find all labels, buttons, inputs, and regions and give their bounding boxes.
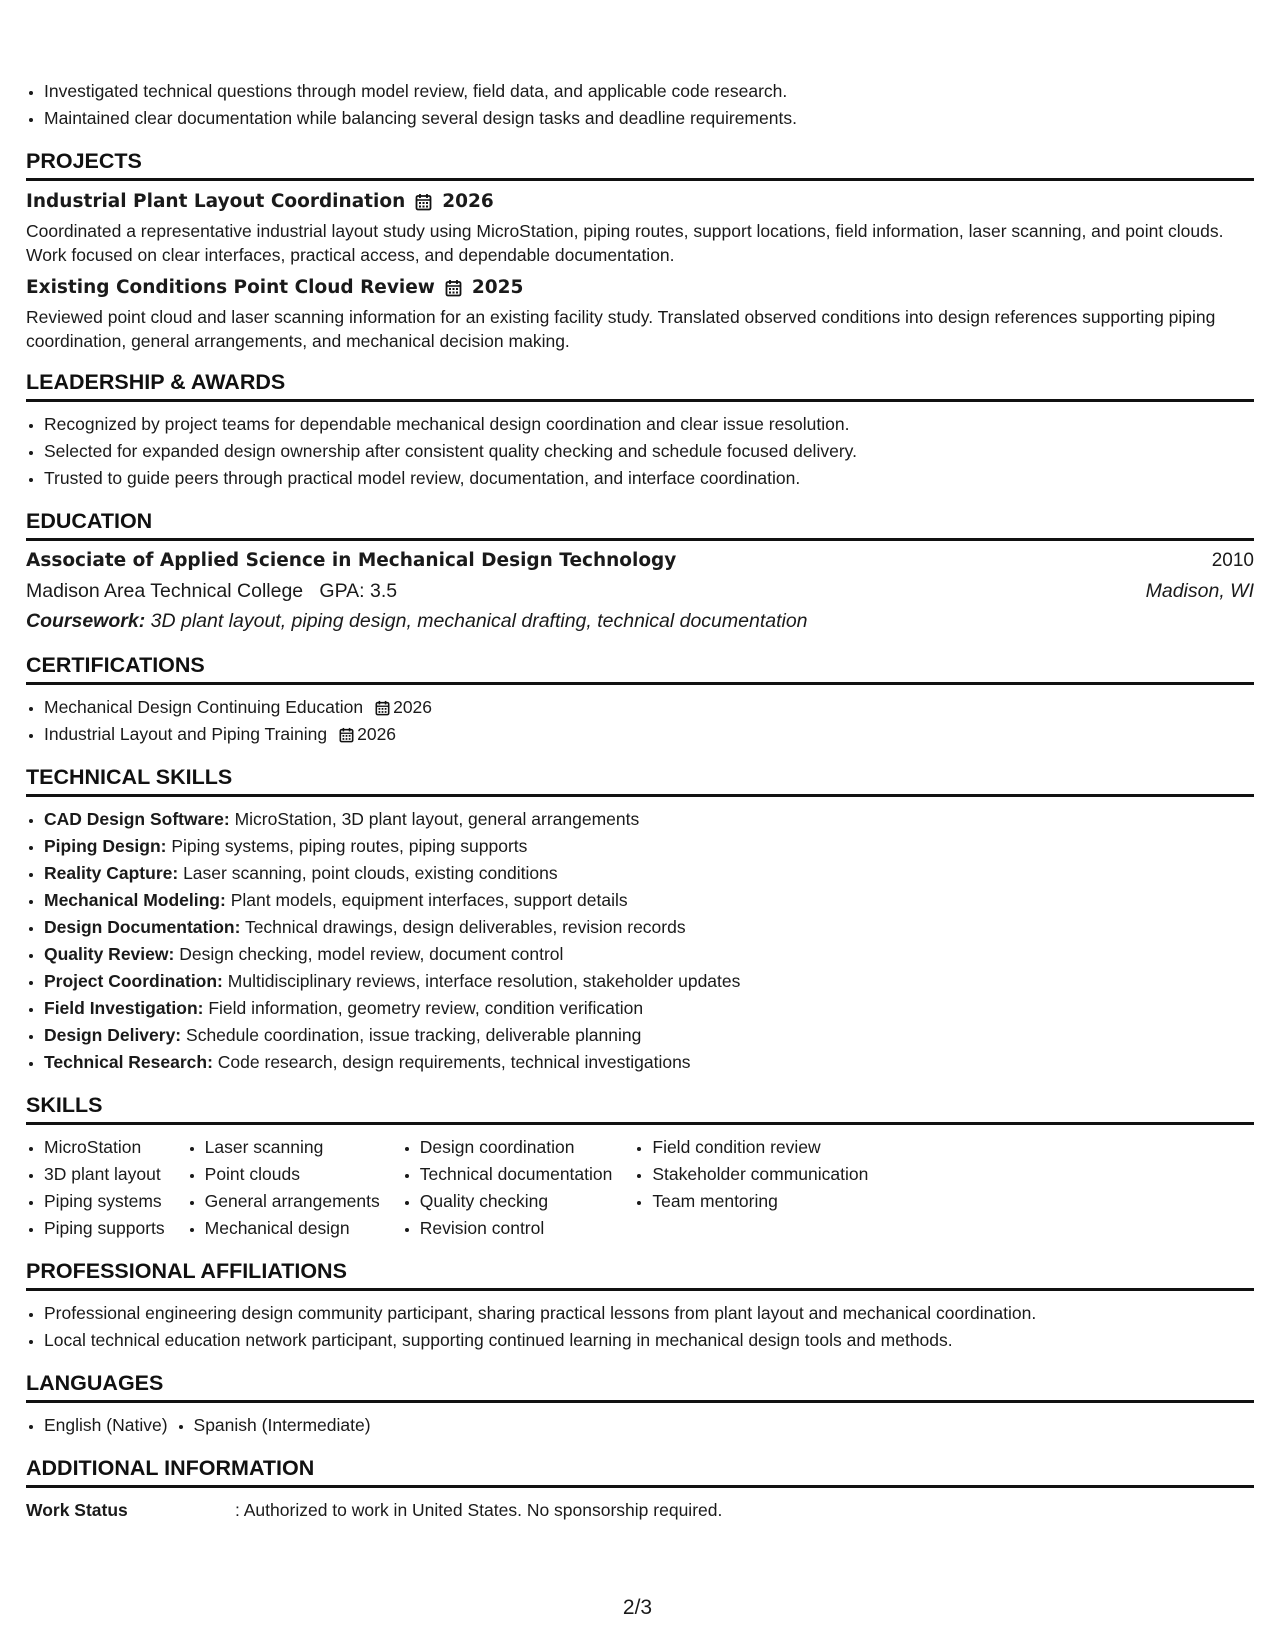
- project-item: [26, 275, 1254, 353]
- project-name: Existing Conditions Point Cloud Review: [26, 277, 435, 298]
- coursework: 3D plant layout, piping design, mechanical drafting, technical documentation: [150, 610, 808, 632]
- leadership-list: [26, 411, 1254, 492]
- resume-page: [26, 78, 1254, 1524]
- list-item: [44, 806, 1254, 833]
- list-item: [44, 860, 1254, 887]
- affiliations-list: [26, 1300, 1254, 1354]
- skill-category: CAD Design Software:: [44, 809, 230, 829]
- skill-detail: Schedule coordination, issue tracking, deliverable planning: [186, 1025, 642, 1045]
- section-title: LANGUAGES: [26, 1370, 1254, 1403]
- list-item: • Investigated technical questions through model review, field data, and applicable code research.: [44, 78, 1254, 105]
- list-item: • Spanish (Intermediate): [194, 1412, 371, 1439]
- section-title: PROFESSIONAL AFFILIATIONS: [26, 1258, 1254, 1291]
- languages-section: [26, 1370, 1254, 1439]
- list-item: • Stakeholder communication: [652, 1161, 868, 1188]
- skill-detail: Plant models, equipment interfaces, support details: [230, 890, 628, 910]
- section-title: EDUCATION: [26, 508, 1254, 541]
- experience-bullets: [26, 78, 1254, 132]
- work-status-row: [26, 1497, 1254, 1524]
- technical-skills-section: [26, 764, 1254, 1076]
- languages-list: [26, 1412, 1254, 1439]
- project-description: Reviewed point cloud and laser scanning information for an existing facility study. Translated observed conditions into design references supporting piping coordination, general arrangements, and mechanical decision making.: [26, 307, 1216, 351]
- skill-detail: Code research, design requirements, technical investigations: [217, 1052, 691, 1072]
- skill-detail: MicroStation, 3D plant layout, general arrangements: [234, 809, 640, 829]
- calendar-icon: [339, 727, 354, 743]
- skills-column: [634, 1134, 868, 1242]
- page-number: 2/3: [622, 1596, 653, 1619]
- skills-column: [26, 1134, 165, 1242]
- section-title: SKILLS: [26, 1092, 1254, 1125]
- leadership-section: [26, 369, 1254, 492]
- technical-skills-list: [26, 806, 1254, 1076]
- calendar-icon: [375, 700, 390, 716]
- list-item: [44, 1049, 1254, 1076]
- list-item: [44, 941, 1254, 968]
- calendar-icon: [415, 193, 432, 211]
- list-item: • Trusted to guide peers through practical model review, documentation, and interface coordination.: [44, 465, 1254, 492]
- list-item: • MicroStation: [44, 1134, 165, 1161]
- skill-category: Piping Design:: [44, 836, 167, 856]
- list-item: [44, 914, 1254, 941]
- list-item: [44, 1022, 1254, 1049]
- list-item: • Point clouds: [205, 1161, 380, 1188]
- list-item: • Local technical education network participant, supporting continued learning in mechanical design tools and methods.: [44, 1327, 1254, 1354]
- certification-name: • Mechanical Design Continuing Education: [44, 697, 364, 717]
- school-name: Madison Area Technical College: [26, 580, 304, 602]
- project-year: 2025: [471, 277, 524, 298]
- certification-year: 2026: [393, 697, 433, 717]
- list-item: [44, 694, 1254, 721]
- section-title: PROJECTS: [26, 148, 1254, 181]
- list-item: • Field condition review: [652, 1134, 868, 1161]
- list-item: • 3D plant layout: [44, 1161, 165, 1188]
- list-item: • Technical documentation: [420, 1161, 613, 1188]
- graduation-year: 2010: [1211, 550, 1254, 571]
- certifications-list: [26, 694, 1254, 748]
- project-item: [26, 189, 1254, 267]
- coursework-label: Coursework:: [26, 610, 146, 632]
- skill-detail: Multidisciplinary reviews, interface resolution, stakeholder updates: [227, 971, 741, 991]
- skills-column: [187, 1134, 380, 1242]
- skill-category: Field Investigation:: [44, 998, 204, 1018]
- list-item: • Professional engineering design community participant, sharing practical lessons from plant layout and mechanical coordination.: [44, 1300, 1254, 1327]
- projects-section: [26, 148, 1254, 353]
- project-name: Industrial Plant Layout Coordination: [26, 191, 406, 212]
- certifications-section: [26, 652, 1254, 748]
- list-item: • Design coordination: [420, 1134, 613, 1161]
- skill-category: Design Documentation:: [44, 917, 241, 937]
- skill-category: Project Coordination:: [44, 971, 223, 991]
- skill-category: Technical Research:: [44, 1052, 213, 1072]
- skill-detail: Field information, geometry review, condition verification: [208, 998, 644, 1018]
- affiliations-section: [26, 1258, 1254, 1354]
- certification-name: • Industrial Layout and Piping Training: [44, 724, 328, 744]
- list-item: • Laser scanning: [205, 1134, 380, 1161]
- work-status-label: Work Status: [26, 1500, 128, 1520]
- project-year: 2026: [442, 191, 494, 212]
- skill-category: Design Delivery:: [44, 1025, 182, 1045]
- list-item: [44, 995, 1254, 1022]
- section-title: ADDITIONAL INFORMATION: [26, 1455, 1254, 1488]
- section-title: TECHNICAL SKILLS: [26, 764, 1254, 797]
- degree: Associate of Applied Science in Mechanical Design Technology: [26, 550, 677, 571]
- list-item: • Recognized by project teams for dependable mechanical design coordination and clear issue resolution.: [44, 411, 1254, 438]
- list-item: • Team mentoring: [652, 1188, 868, 1215]
- list-item: • English (Native): [44, 1412, 168, 1439]
- additional-section: [26, 1455, 1254, 1524]
- skills-grid: [26, 1134, 1254, 1242]
- skills-column: [402, 1134, 613, 1242]
- list-item: [44, 721, 1254, 748]
- list-item: [44, 833, 1254, 860]
- list-item: • General arrangements: [205, 1188, 380, 1215]
- work-status-value: : Authorized to work in United States. No sponsorship required.: [235, 1500, 723, 1520]
- section-title: CERTIFICATIONS: [26, 652, 1254, 685]
- skills-section: [26, 1092, 1254, 1242]
- list-item: • Revision control: [420, 1215, 613, 1242]
- gpa: GPA: 3.5: [319, 580, 398, 602]
- skill-category: Quality Review:: [44, 944, 175, 964]
- section-title: LEADERSHIP & AWARDS: [26, 369, 1254, 402]
- school-location: Madison, WI: [1145, 580, 1254, 602]
- certification-year: 2026: [357, 724, 397, 744]
- education-section: [26, 508, 1254, 636]
- skill-detail: Technical drawings, design deliverables, revision records: [244, 917, 686, 937]
- skill-detail: Design checking, model review, document control: [179, 944, 564, 964]
- skill-category: Mechanical Modeling:: [44, 890, 226, 910]
- list-item: • Selected for expanded design ownership after consistent quality checking and schedule focused delivery.: [44, 438, 1254, 465]
- list-item: • Quality checking: [420, 1188, 613, 1215]
- skill-category: Reality Capture:: [44, 863, 179, 883]
- skill-detail: Piping systems, piping routes, piping supports: [171, 836, 528, 856]
- list-item: • Mechanical design: [205, 1215, 380, 1242]
- list-item: • Piping supports: [44, 1215, 165, 1242]
- skill-detail: Laser scanning, point clouds, existing conditions: [183, 863, 558, 883]
- list-item: [44, 887, 1254, 914]
- calendar-icon: [445, 279, 462, 297]
- list-item: [44, 968, 1254, 995]
- project-description: Coordinated a representative industrial layout study using MicroStation, piping routes, support locations, field information, laser scanning, and point clouds. Work focused on clear interfaces, practical access, and dependable documentation.: [26, 221, 1224, 265]
- list-item: • Maintained clear documentation while balancing several design tasks and deadline requirements.: [44, 105, 1254, 132]
- list-item: • Piping systems: [44, 1188, 165, 1215]
